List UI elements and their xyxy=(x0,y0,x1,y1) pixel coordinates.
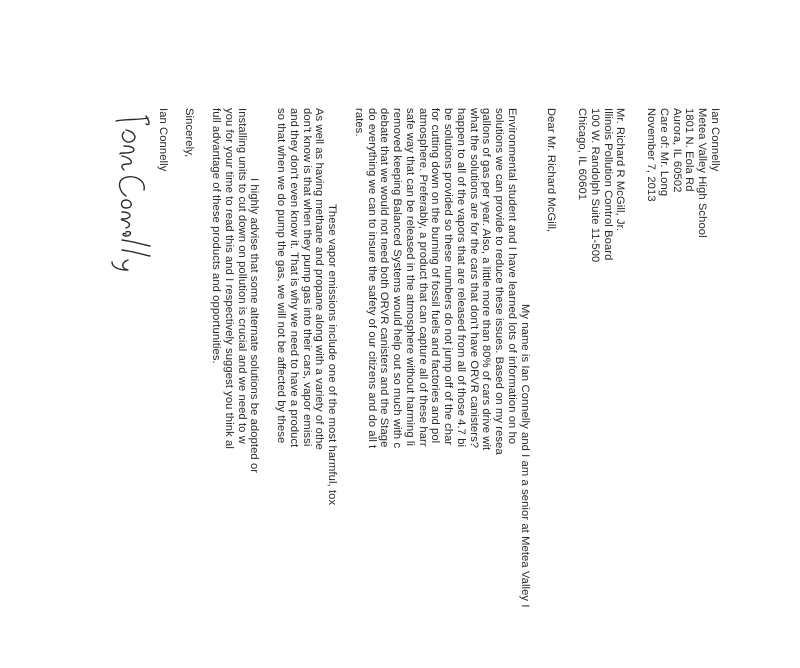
paragraph-3 xyxy=(210,108,261,668)
salutation: Dear Mr. Richard McGill, xyxy=(545,108,558,233)
recipient-name: Mr. Richard R McGill, Jr. xyxy=(614,108,627,232)
closing: Sincerely, xyxy=(183,108,196,158)
paragraph-line: I highly advise that some alternate solutions be adopted or xyxy=(248,178,261,474)
paragraph-line: for cutting down on the burning of fossil fuels and factories and pol xyxy=(429,108,442,444)
letter-date: November 7, 2013 xyxy=(645,108,658,202)
signature-drawing xyxy=(110,112,156,282)
recipient-city: Chicago, IL 60601 xyxy=(576,108,589,201)
sender-city: Aurora, IL 60502 xyxy=(670,108,683,193)
paragraph-line: removed keeping Balanced Systems would help out so much with c xyxy=(391,108,404,449)
sender-block xyxy=(645,108,722,668)
letter-page xyxy=(31,108,721,668)
paragraph-1 xyxy=(352,108,531,668)
paragraph-line: do everything we can to insure the safety of our citizens and do all t xyxy=(365,108,378,449)
paragraph-line: you for your time to read this and I respectively suggest you think al xyxy=(223,108,235,449)
paragraph-line: rates. xyxy=(353,108,365,137)
paragraph-line: These vapor emissions include one of the most harmful, tox xyxy=(326,204,339,506)
paragraph-line: My name is Ian Connelly and I am a senior at Metea Valley I xyxy=(518,304,531,608)
signer-name: Ian Connelly xyxy=(156,108,169,172)
paragraph-line: gallons of gas per year. Also, a little more than 80% of cars drive wit xyxy=(480,108,493,451)
paragraph-line: happen to all of the vapors that are released from all of those 4.7 bi xyxy=(455,108,467,448)
recipient-block xyxy=(576,108,627,668)
paragraph-line: safe way that can be released in the atmosphere without harming li xyxy=(404,108,416,447)
sender-school: Metea Valley High School xyxy=(696,108,709,238)
paragraph-line: Installing units to cut down on pollution is crucial and we need to w xyxy=(235,108,248,444)
paragraph-line: debate that we would not need both ORVR canisters and the Stage xyxy=(378,108,391,448)
recipient-street: 100 W. Randolph Suite 11-500 xyxy=(589,108,601,263)
handwritten-signature xyxy=(108,112,156,668)
sender-street: 1801 N. Eola Rd xyxy=(683,108,696,192)
paragraph-line: As well as having methane and propane along with a variety of othe xyxy=(313,108,326,450)
paragraph-line: what the solutions are for the cars that don't have ORVR canisters? xyxy=(467,108,480,449)
paragraph-line: atmosphere. Preferably, a product that can capture all of these harr xyxy=(416,108,429,447)
paragraph-line: Environmental student and I have learned lots of information on ho xyxy=(506,108,518,445)
sender-name: Ian Connelly xyxy=(709,108,721,172)
paragraph-line: and they don't even know it. That is why we need to have a product xyxy=(288,108,300,448)
paragraph-line: solutions we can provide to reduce these issues. Based on my resea xyxy=(493,108,506,455)
recipient-org: Illinois Pollution Control Board xyxy=(601,108,614,261)
paragraph-line: don't know is that when they pump gas into their cars, vapor emissi xyxy=(300,108,313,447)
paragraph-line: full advantage of these products and opportunities. xyxy=(210,108,223,364)
sender-care-of: Care of: Mr. Long xyxy=(658,108,670,197)
paragraph-2 xyxy=(275,108,339,668)
paragraph-line: so that when we do pump the gas, we will not be affected by these xyxy=(275,108,288,444)
paragraph-line: be solutions provided so these numbers do not jump off of the char xyxy=(442,108,455,446)
